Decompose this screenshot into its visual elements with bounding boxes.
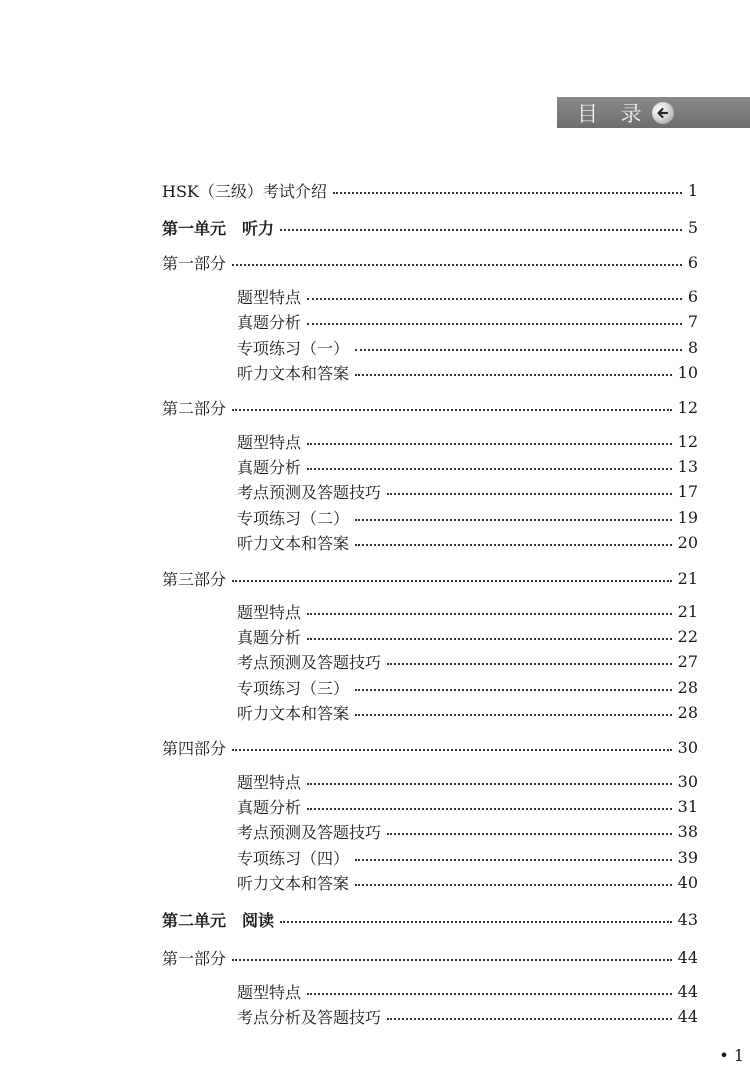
toc-entry-page: 31 — [677, 796, 698, 816]
dot-leader — [307, 783, 672, 785]
toc-entry[interactable] — [237, 428, 698, 454]
toc-entry[interactable] — [162, 944, 698, 970]
toc-entry-label: 真题分析 — [237, 627, 302, 647]
dot-leader — [307, 323, 682, 325]
dot-leader — [387, 663, 672, 665]
toc-entry-label: 真题分析 — [237, 797, 302, 817]
dot-leader — [355, 519, 672, 521]
dot-leader — [232, 749, 672, 751]
dot-leader — [307, 638, 672, 640]
toc-entry[interactable] — [237, 453, 698, 479]
dot-leader — [355, 689, 672, 691]
toc-entry-page: 40 — [677, 872, 698, 892]
toc-entry[interactable] — [162, 177, 698, 203]
dot-leader — [355, 544, 672, 546]
toc-entry-page: 12 — [677, 431, 698, 451]
toc-entry-page: 10 — [677, 362, 698, 382]
toc-entry[interactable] — [237, 844, 698, 870]
toc-title: 目 录 — [577, 101, 650, 126]
toc-entry[interactable] — [162, 249, 698, 275]
dot-leader — [387, 493, 672, 495]
toc-entry-page: 1 — [687, 180, 698, 200]
page-number: • 1 — [719, 1046, 744, 1065]
toc-entry-page: 28 — [677, 677, 698, 697]
toc-entry[interactable] — [237, 334, 698, 360]
toc-entry-page: 7 — [687, 311, 698, 331]
toc-entry-label: 考点预测及答题技巧 — [237, 652, 382, 672]
dot-leader — [333, 192, 682, 194]
dot-leader — [355, 374, 672, 376]
toc-entry[interactable] — [237, 869, 698, 895]
toc-entry[interactable] — [237, 308, 698, 334]
toc-entry-page: 12 — [677, 397, 698, 417]
toc-entry-label: 听力文本和答案 — [237, 873, 350, 893]
toc-entry[interactable] — [237, 623, 698, 649]
dot-leader — [232, 959, 672, 961]
toc-entry-label: 真题分析 — [237, 312, 302, 332]
toc-entry-label: 专项练习（二） — [237, 508, 350, 528]
toc-entry-label: 专项练习（三） — [237, 678, 350, 698]
dot-leader — [280, 229, 682, 231]
toc-entry-label: 真题分析 — [237, 457, 302, 477]
dot-leader — [307, 298, 682, 300]
toc-entry[interactable] — [237, 598, 698, 624]
toc-entry-label: 第二部分 — [162, 398, 227, 418]
toc-entry-page: 19 — [677, 507, 698, 527]
toc-entry-label: 题型特点 — [237, 287, 302, 307]
toc-entry-label: HSK（三级）考试介绍 — [162, 181, 327, 201]
dot-leader — [387, 1018, 672, 1020]
toc-entry-label: 听力文本和答案 — [237, 533, 350, 553]
toc-entry[interactable] — [237, 674, 698, 700]
toc-entry[interactable] — [237, 648, 698, 674]
dot-leader — [355, 859, 672, 861]
toc-entry-page: 27 — [677, 651, 698, 671]
toc-entry-label: 题型特点 — [237, 772, 302, 792]
toc-entry-label: 题型特点 — [237, 982, 302, 1002]
dot-leader — [280, 921, 672, 923]
toc-entry-label: 听力文本和答案 — [237, 363, 350, 383]
toc-entry-page: 28 — [677, 702, 698, 722]
toc-entry[interactable] — [237, 1003, 698, 1029]
toc-entry[interactable] — [237, 699, 698, 725]
toc-entry-label: 听力文本和答案 — [237, 703, 350, 723]
dot-leader — [355, 714, 672, 716]
toc-entry-label: 专项练习（四） — [237, 848, 350, 868]
toc-entry[interactable] — [237, 768, 698, 794]
toc-entry-label: 第三部分 — [162, 569, 227, 589]
dot-leader — [307, 613, 672, 615]
toc-entry[interactable] — [237, 504, 698, 530]
toc-entry-page: 13 — [677, 456, 698, 476]
toc-entry[interactable] — [237, 978, 698, 1004]
toc-entry[interactable] — [237, 478, 698, 504]
toc-entry-page: 30 — [677, 737, 698, 757]
toc-entry[interactable] — [237, 359, 698, 385]
arrow-left-circle-icon[interactable] — [652, 102, 674, 124]
toc-entry-page: 8 — [687, 337, 698, 357]
dot-leader — [307, 808, 672, 810]
toc-entry[interactable] — [162, 565, 698, 591]
toc-entry-label: 第一单元 听力 — [162, 218, 275, 238]
toc-entry-label: 专项练习（一） — [237, 338, 350, 358]
toc-entry[interactable] — [237, 283, 698, 309]
toc-header-banner — [557, 97, 750, 128]
toc-entry-label: 第一部分 — [162, 253, 227, 273]
toc-entry-page: 5 — [687, 217, 698, 237]
toc-entry-page: 6 — [687, 252, 698, 272]
toc-entry-page: 21 — [677, 601, 698, 621]
toc-entry-label: 第二单元 阅读 — [162, 910, 275, 930]
toc-entry[interactable] — [162, 906, 698, 932]
toc-entry-label: 第四部分 — [162, 738, 227, 758]
toc-entry-page: 20 — [677, 532, 698, 552]
toc-entry-page: 39 — [677, 847, 698, 867]
toc-entry-page: 21 — [677, 568, 698, 588]
toc-entry-label: 题型特点 — [237, 602, 302, 622]
dot-leader — [232, 580, 672, 582]
toc-entry[interactable] — [237, 818, 698, 844]
toc-entry[interactable] — [162, 734, 698, 760]
dot-leader — [307, 993, 672, 995]
toc-entry-label: 考点预测及答题技巧 — [237, 482, 382, 502]
toc-entry-label: 第一部分 — [162, 948, 227, 968]
toc-entry-label: 考点预测及答题技巧 — [237, 822, 382, 842]
dot-leader — [307, 468, 672, 470]
dot-leader — [387, 833, 672, 835]
toc-entry-page: 44 — [677, 1006, 698, 1026]
toc-entry[interactable] — [237, 529, 698, 555]
toc-entry-label: 考点分析及答题技巧 — [237, 1007, 382, 1027]
toc-entry[interactable] — [162, 394, 698, 420]
toc-entry[interactable] — [162, 214, 698, 240]
toc-entry-page: 6 — [687, 286, 698, 306]
toc-entry-page: 44 — [677, 981, 698, 1001]
toc-entry-page: 17 — [677, 481, 698, 501]
dot-leader — [232, 264, 682, 266]
toc-entry-page: 22 — [677, 626, 698, 646]
toc-entry-page: 44 — [677, 947, 698, 967]
dot-leader — [232, 409, 672, 411]
toc-entry[interactable] — [237, 793, 698, 819]
toc-entry-page: 38 — [677, 821, 698, 841]
dot-leader — [355, 884, 672, 886]
dot-leader — [355, 349, 682, 351]
toc-entry-page: 43 — [677, 909, 698, 929]
dot-leader — [307, 443, 672, 445]
toc-entry-page: 30 — [677, 771, 698, 791]
toc-entry-label: 题型特点 — [237, 432, 302, 452]
